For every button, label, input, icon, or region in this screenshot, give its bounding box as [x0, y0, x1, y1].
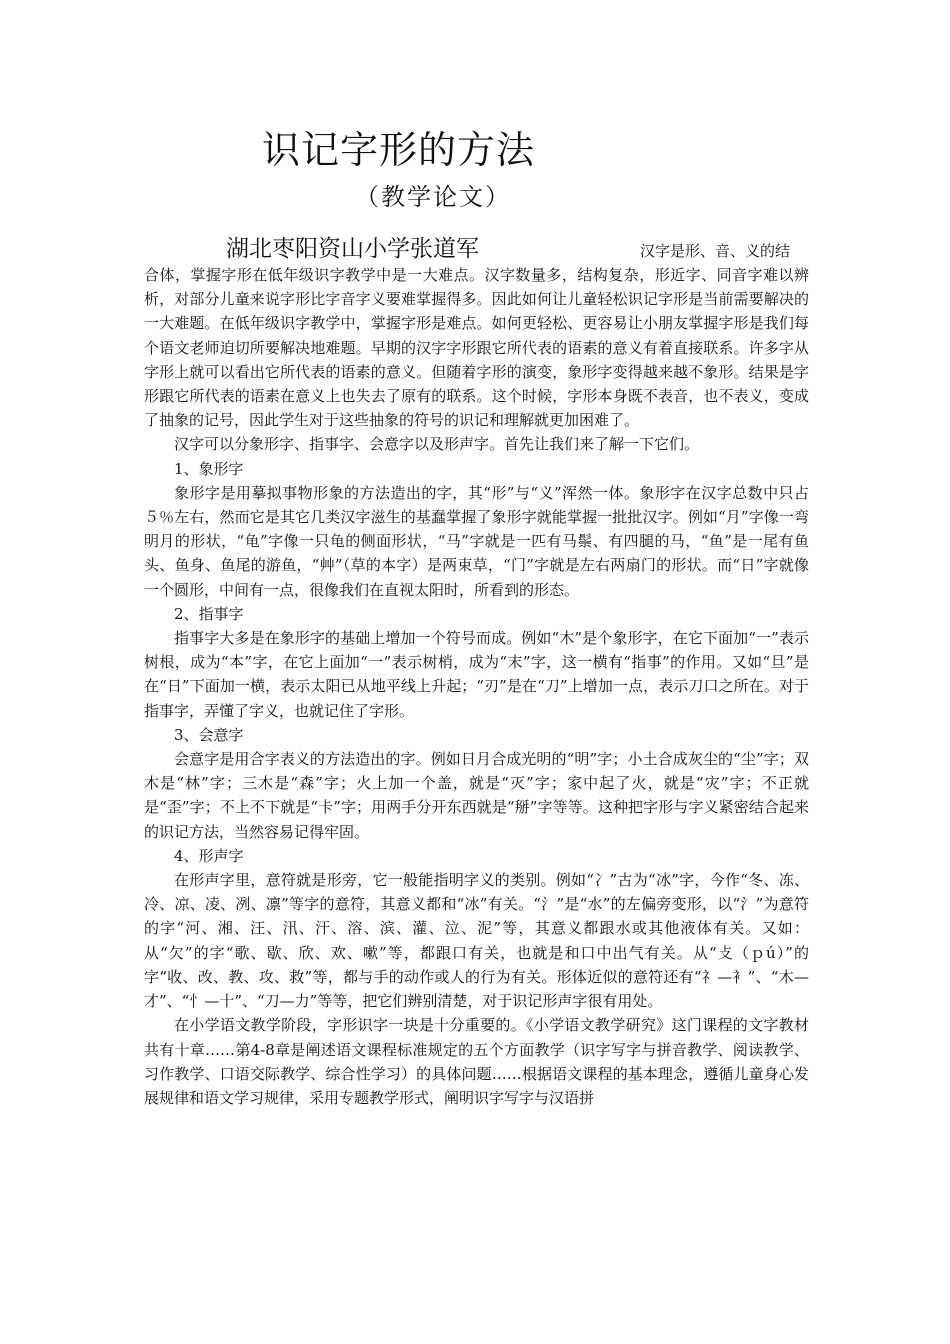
paragraph-pictographs: 象形字是用摹拟事物形象的方法造出的字，其“形”与“义”浑然一体。象形字在汉字总数中只占５％左右，然而它是其它几类汉字滋生的基蠢掌握了象形字就能掌握一批批汉字。例如“月”字像一弯明月的形状，“龟”字像一只龟的侧面形状，“马”字就是一匹有马鬃、有四腿的马，“鱼”是一尾有鱼头、鱼身、鱼尾的游鱼，“艸”（草的本字）是两束草，“门”字就是左右两扇门的形状。而“日”字就像一个圆形，中间有一点，很像我们在直视太阳时，所看到的形态。	[144, 483, 809, 599]
paragraph-teaching-stage: 在小学语文教学阶段，字形识字一块是十分重要的。《小学语文教学研究》这门课程的文字教材共有十章……第4-8章是阐述语文课程标准规定的五个方面教学（识字写字与拼音教学、阅读教学、习作教学、口语交际教学、综合性学习）的具体问题……根据语文课程的基本理念，遵循儿童身心发展规律和语文学习规律，采用专题教学形式，阐明识字写字与汉语拼	[144, 1016, 809, 1107]
section-heading-phonosemantic: 4、形声字	[174, 846, 244, 865]
paragraph-overview: 汉字可以分象形字、指事字、会意字以及形声字。首先让我们来了解一下它们。	[174, 435, 700, 454]
paragraph-ideographs: 会意字是用合字表义的方法造出的字。例如日月合成光明的“明”字；小土合成灰尘的“尘”字；双木是“林”字；三木是“森”字；火上加一个盖，就是“灭”字；家中起了火，就是“灾”字；不正就是“歪”字；不上不下就是“卡”字；用两手分开东西就是“掰”字等等。这种把字形与字义紧密结合起来的识记方法，当然容易记得牢固。	[144, 750, 809, 841]
section-heading-ideographs: 3、会意字	[174, 725, 244, 744]
lead-sentence-start: 汉字是形、音、义的结	[640, 242, 791, 260]
section-heading-indicatives: 2、指事字	[174, 604, 244, 623]
paragraph-phonosemantic: 在形声字里，意符就是形旁，它一般能指明字义的类别。例如“冫”古为“冰”字，今作“冬、冻、冷、凉、凌、冽、凛”等字的意符，其意义都和“冰”有关。“氵”是“水”的左偏旁变形，以“氵”为意符的字“河、湘、汪、汛、汗、溶、滨、灌、泣、泥”等，其意义都跟水或其他液体有关。又如：从“欠”的字“歌、歇、欣、欢、嗽”等，都跟口有关，也就是和口中出气有关。从“攴（ｐú）”的字“收、改、教、攻、救”等，都与手的动作或人的行为有关。形体近似的意符还有“礻—衤”、“木—才”、“忄—十”、“刀—力”等等，把它们辨别清楚，对于识记形声字很有用处。	[144, 871, 809, 1011]
paragraph-indicatives: 指事字大多是在象形字的基础上增加一个符号而成。例如“木”是个象形字，在它下面加“一”表示树根，成为“本”字，在它上面加“一”表示树梢，成为“末”字，这一横有“指事”的作用。又如“旦”是在“日”下面加一横，表示太阳已从地平线上升起；“刃”是在“刀”上增加一点，表示刀口之所在。对于指事字，弄懂了字义，也就记住了字形。	[144, 629, 809, 720]
author-line: 湖北枣阳资山小学张道军	[226, 236, 479, 262]
document-body	[144, 263, 809, 1110]
section-heading-pictographs: 1、象形字	[174, 459, 244, 478]
document-title: 识记字形的方法	[262, 128, 536, 172]
document-subtitle: （教学论文）	[355, 183, 511, 211]
paragraph-intro: 合体，掌握字形在低年级识字教学中是一大难点。汉字数量多，结构复杂，形近字、同音字难以辨析，对部分儿童来说字形比字音字义要难掌握得多。因此如何让儿童轻松识记字形是当前需要解决的一大难题。在低年级识字教学中，掌握字形是难点。如何更轻松、更容易让小朋友掌握字形是我们每个语文老师迫切所要解决地难题。早期的汉字字形跟它所代表的语素的意义有着直接联系。许多字从字形上就可以看出它所代表的语素的意义。但随着字形的演变，象形字变得越来越不象形。结果是字形跟它所代表的语素在意义上也失去了原有的联系。这个时候，字形本身既不表音，也不表义，变成了抽象的记号，因此学生对于这些抽象的符号的识记和理解就更加困难了。	[144, 266, 809, 430]
